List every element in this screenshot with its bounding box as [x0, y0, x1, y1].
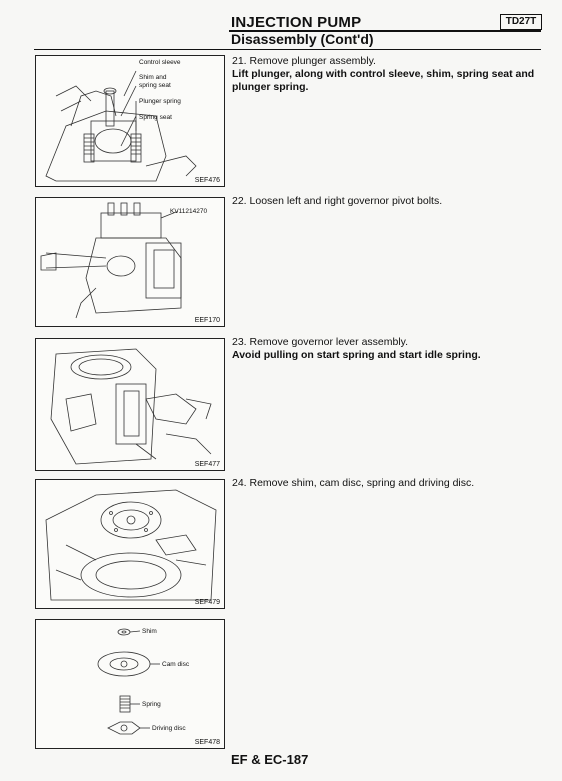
step-24-text: 24. Remove shim, cam disc, spring and driving disc.	[232, 477, 475, 489]
figure-parts-exploded	[35, 619, 225, 749]
page-subtitle: Disassembly (Cont'd)	[231, 31, 374, 47]
step-21-note: Lift plunger, along with control sleeve, shim, spring seat and plunger spring.	[232, 68, 535, 93]
step-23-text: 23. Remove governor lever assembly.	[232, 336, 409, 348]
label-shim-and: Shim and	[139, 74, 167, 81]
figure-code: SEF479	[194, 599, 220, 606]
step-23	[232, 336, 550, 362]
figure-code: SEF477	[194, 461, 220, 468]
plunger-illustration	[36, 56, 224, 186]
label-shim: Shim	[142, 628, 157, 635]
label-control-sleeve: Control sleeve	[139, 59, 181, 66]
step-23-note: Avoid pulling on start spring and start idle spring.	[232, 349, 481, 361]
label-plunger-spring: Plunger spring	[139, 98, 181, 105]
label-driving-disc: Driving disc	[152, 725, 186, 732]
page-number: EF & EC-187	[231, 752, 309, 767]
header-divider-long	[34, 49, 541, 50]
label-tool-number: KV11214270	[170, 208, 208, 215]
engine-code-badge: TD27T	[500, 14, 542, 30]
figure-code: SEF478	[194, 739, 220, 746]
step-21-text: 21. Remove plunger assembly.	[232, 55, 376, 67]
governor-illustration	[36, 198, 224, 326]
cam-disc-illustration	[36, 480, 224, 608]
label-spring-seat: Spring seat	[139, 114, 172, 121]
figure-code: EEF170	[194, 317, 220, 324]
step-21	[232, 55, 550, 94]
figure-governor-pivot	[35, 197, 225, 327]
label-spring-seat-upper: spring seat	[139, 82, 171, 89]
figure-plunger-assembly	[35, 55, 225, 187]
lever-illustration	[36, 339, 224, 470]
step-22-text: 22. Loosen left and right governor pivot bolts.	[232, 195, 443, 207]
parts-illustration	[36, 620, 224, 748]
figure-governor-lever	[35, 338, 225, 471]
label-cam-disc: Cam disc	[162, 661, 190, 668]
figure-code: SEF476	[194, 177, 220, 184]
page-section-title: INJECTION PUMP	[231, 14, 362, 31]
figure-cam-disc	[35, 479, 225, 609]
step-24	[232, 477, 550, 490]
step-22	[232, 195, 550, 208]
label-spring: Spring	[142, 701, 161, 708]
